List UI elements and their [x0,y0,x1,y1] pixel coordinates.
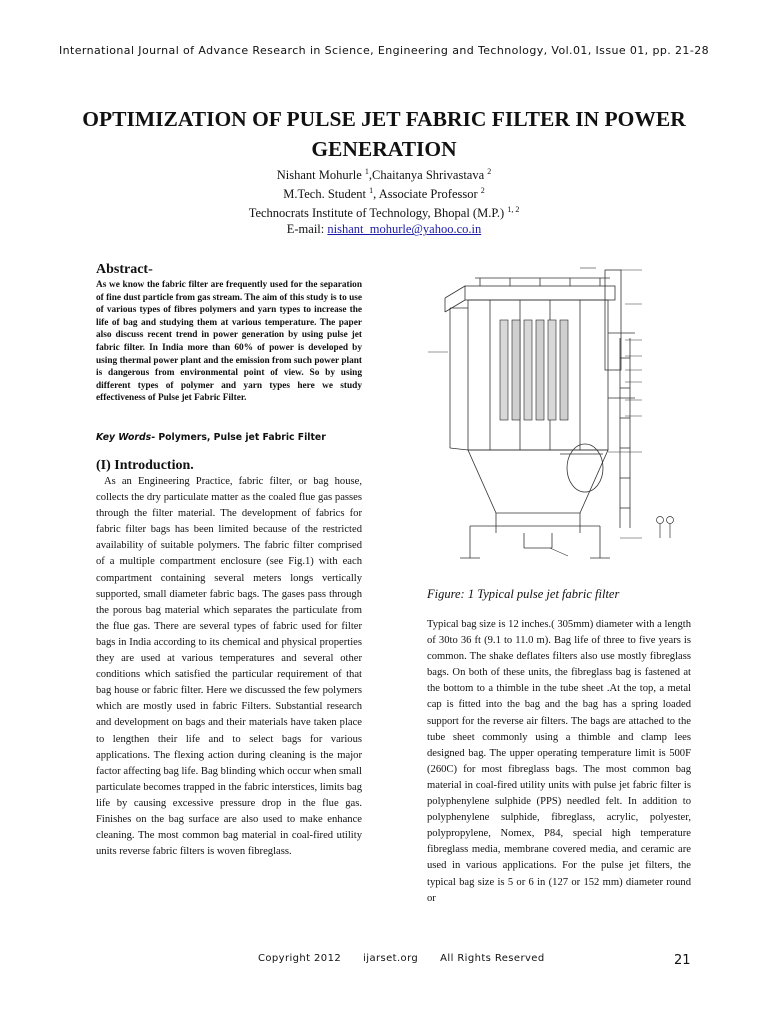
page-number: 21 [674,953,691,968]
introduction-paragraph: As an Engineering Practice, fabric filter, or bag house, collects the dry particulate matter as the coaled flue gas passes through the filter material. The development of fabrics for fabric filter bags has been limited because of the restricted availability of suitable polymers. The fabric filter comprised of a multiple compartment enclosure (see Fig.1) with each compartment containing several meters longs vertically supported, small diameter fabric bags. The gases pass through the porous bag material which separates the particulate from the flue gas. There are several types of fabric used for filter bags in India according to its chemical and physical properties they are used at various temperatures and several other conditions which satisfied the particular requirement of that bag house or fabric filter. Here we discussed the few polymers which are mostly used in fabric Filters. Substantial research and development on bags and their materials have taken place to lengthen their life and to select bags for various applications. The flexing action during cleaning is the major factor affecting bag life. Bag blinding which occur when small particulate becomes trapped in the fabric interstices, limits bag life by causing excessive pressure drop in the flue gas. Finishes on the bag surface are also used to make enhance cleaning. The most common bag material in coal-fired utility units reverse fabric filters is woven fibreglass. [96,476,362,858]
right-column-body: Typical bag size is 12 inches.( 305mm) diameter with a length of 30to 36 ft (9.1 to 11.0 m). Bag life of three to five years is common. The shake deflates filters also use mostly fibreglass bags. On both of these units, the fibreglass bag is fastened at the bottom to a thimble in the tube sheet .At the top, a metal cap is fitted into the bag and the bag has a spring loaded support for the reverse air filters. The bags are attached to the tube sheet commonly using a thimble and clamp lees designed bag. The upper operating temperature limit is 500F (260C) for most fibreglass bags. The most common bag material in coal-fired utility units with pulse jet fabric filter is polyphenylene sulphide (PPS) needled felt. In addition to polyphenylene sulphide, fibreglass, acrylic, polyester, polypropylene, Nomex, P84, special high temperature fibreglass media, membrane covered media, and ceramic are used in various applications. For the pulse jet filters, the typical bag size is 5 or 6 in (127 or 152 mm) diameter round or [427,619,691,904]
footer-rights: All Rights Reserved [440,953,545,964]
institute-sup: 1, 2 [507,205,520,215]
author-names [0,164,768,183]
introduction-body [96,474,362,860]
author-roles [0,183,768,202]
author-block [0,164,768,237]
keywords-label: Key Words [96,432,152,443]
paper-title: OPTIMIZATION OF PULSE JET FABRIC FILTER IN POWER GENERATION [82,107,686,161]
footer-copyright: Copyright 2012 [258,953,342,964]
fabric-filter-diagram [420,258,690,576]
author-2-sup: 2 [487,167,492,176]
author-institute [0,202,768,221]
role-1: M.Tech. Student [283,187,367,202]
author-1: Nishant Mohurle [276,168,362,183]
author-email [0,221,768,237]
figure-pulse-jet-fabric-filter [420,258,690,576]
author-1-sup: 1 [364,167,369,176]
email-label: E-mail: [286,222,325,237]
institute: Technocrats Institute of Technology, Bhopal (M.P.) [248,206,505,221]
keywords-text: - Polymers, Pulse jet Fabric Filter [151,432,326,443]
footer-site[interactable]: ijarset.org [363,953,419,964]
email-link[interactable]: nishant_mohurle@yahoo.co.in [327,222,482,237]
keywords [96,432,326,443]
role-2: , Associate Professor [373,187,478,202]
abstract-heading: Abstract- [96,262,153,277]
introduction-heading: (I) Introduction. [96,458,194,473]
footer [258,953,567,964]
author-2: ,Chaitanya Shrivastava [368,168,485,183]
abstract-body: As we know the fabric filter are frequently used for the separation of fine dust particle from gas stream. The aim of this study is to use of various types of fibres polymers and yarn types to increase the life of bag and studying them at various temperature. The paper also discuss recent trend in power generation by using pulse jet fabric filter. In India more than 60% of power is developed by using thermal power plant and the emission from such power plant is dangerous from environmental point of view. So by using different types of polymer and yarn types here we study effectiveness of Pulse jet Fabric Filter. [96,280,362,404]
journal-header: International Journal of Advance Research in Science, Engineering and Technology, Vol.01, Issue 01, pp. 21-28 [59,44,709,57]
role-2-sup: 2 [480,186,485,196]
figure-caption: Figure: 1 Typical pulse jet fabric filter [427,587,620,601]
role-1-sup: 1 [369,186,374,196]
